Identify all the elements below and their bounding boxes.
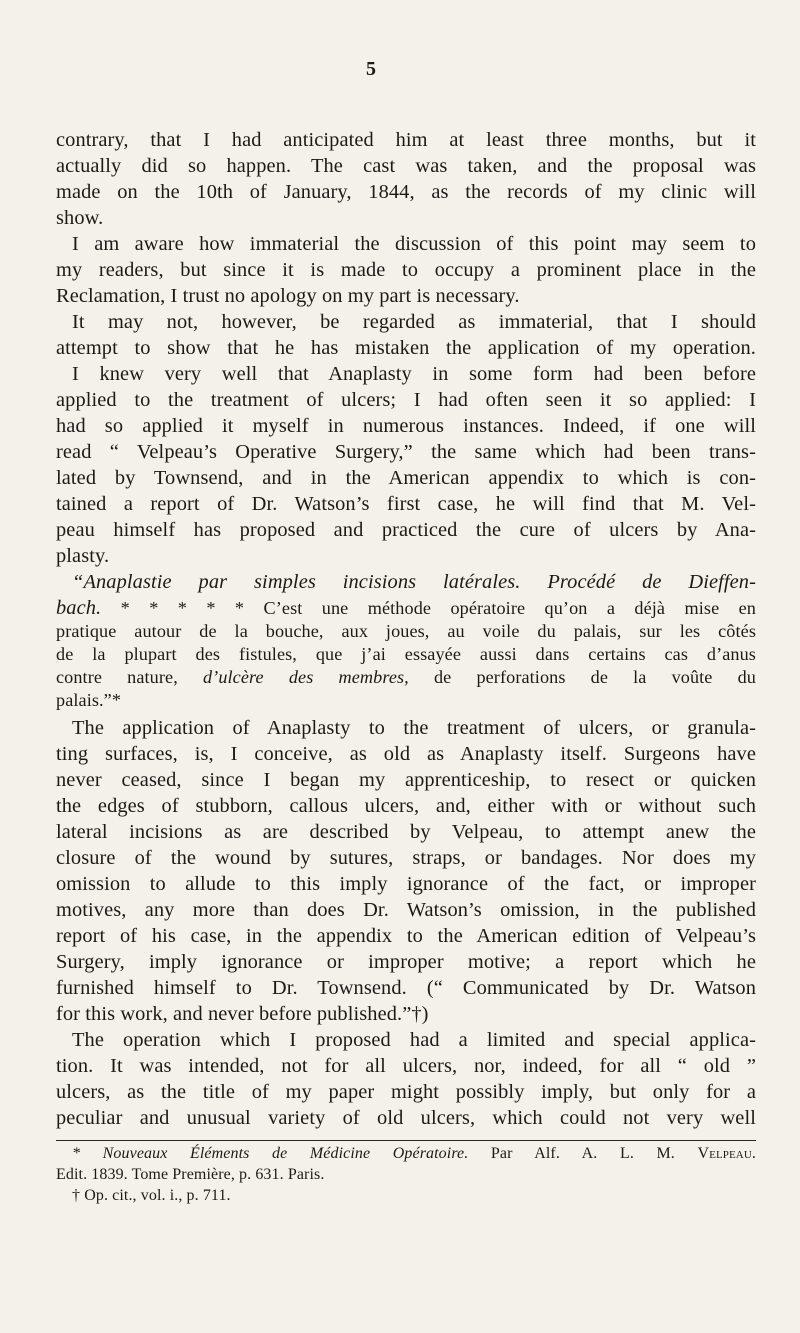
body-line: for this work, and never before published.”†) <box>56 1003 429 1025</box>
quote-title-cont: bach. <box>56 597 102 619</box>
quote-line: de la plupart des fistules, que j’ai essayée aussi dans certains cas d’anus <box>56 644 756 664</box>
body-line: I am aware how immaterial the discussion of this point may seem to <box>72 233 756 255</box>
body-line: read “ Velpeau’s Operative Surgery,” the same which had been trans- <box>56 441 756 463</box>
body-line: never ceased, since I began my apprenticeship, to resect or quicken <box>56 769 756 791</box>
quote-line <box>56 668 756 686</box>
quote-title: “Anaplastie par simples incisions latérales. Procédé de Dieffen- <box>72 571 756 593</box>
quote-italic-text: d’ulcère des membres, <box>202 667 409 687</box>
body-line: peculiar and unusual variety of old ulcers, which could not very well <box>56 1107 756 1129</box>
body-line: I knew very well that Anaplasty in some form had been before <box>72 363 756 385</box>
body-line: closure of the wound by sutures, straps, or bandages. Nor does my <box>56 847 756 869</box>
quote-line: pratique autour de la bouche, aux joues, au voile du palais, sur les côtés <box>56 621 756 641</box>
body-line: had so applied it myself in numerous instances. Indeed, if one will <box>56 415 756 437</box>
body-line: The operation which I proposed had a limited and special applica- <box>72 1029 756 1051</box>
body-line: It may not, however, be regarded as immaterial, that I should <box>72 311 756 333</box>
body-line: plasty. <box>56 545 110 567</box>
body-line: motives, any more than does Dr. Watson’s omission, in the published <box>56 899 756 921</box>
footnote <box>72 1146 756 1162</box>
document-page <box>56 96 756 1296</box>
quote-text: contre nature, <box>56 667 203 687</box>
footnote: Edit. 1839. Tome Première, p. 631. Paris. <box>56 1166 325 1183</box>
body-line: show. <box>56 207 104 229</box>
body-line: my readers, but since it is made to occupy a prominent place in the <box>56 259 756 281</box>
body-line: The application of Anaplasty to the treatment of ulcers, or granula- <box>72 717 756 739</box>
body-line: ulcers, as the title of my paper might possibly imply, but only for a <box>56 1081 756 1103</box>
footnote-italic-text: * Nouveaux Éléments de Médicine Opératoire. <box>72 1145 469 1162</box>
quote-text: de perforations de la voûte du <box>408 667 756 687</box>
quote-stars: * * * * * <box>101 598 264 618</box>
quote-line-text: C’est une méthode opératoire qu’on a déjà mise en <box>263 598 756 618</box>
body-line: omission to allude to this imply ignorance of the fact, or improper <box>56 873 756 895</box>
body-line: lated by Townsend, and in the American appendix to which is con- <box>56 467 756 489</box>
body-line: tion. It was intended, not for all ulcers, nor, indeed, for all “ old ” <box>56 1055 756 1077</box>
quote-line: palais.”* <box>56 690 122 710</box>
body-line: the edges of stubborn, callous ulcers, and, either with or without such <box>56 795 756 817</box>
footnote: † Op. cit., vol. i., p. 711. <box>72 1187 231 1204</box>
footnote-author: Velpeau. <box>697 1145 756 1162</box>
body-line: actually did so happen. The cast was taken, and the proposal was <box>56 155 756 177</box>
body-line: applied to the treatment of ulcers; I had often seen it so applied: I <box>56 389 756 411</box>
body-line: peau himself has proposed and practiced the cure of ulcers by Ana- <box>56 519 756 541</box>
quote-line <box>56 598 756 618</box>
footnote-text: Par Alf. A. L. M. <box>468 1145 698 1162</box>
body-line: contrary, that I had anticipated him at least three months, but it <box>56 129 756 151</box>
body-line: report of his case, in the appendix to the American edition of Velpeau’s <box>56 925 756 947</box>
body-line: made on the 10th of January, 1844, as the records of my clinic will <box>56 181 756 203</box>
body-line: tained a report of Dr. Watson’s first case, he will find that M. Vel- <box>56 493 756 515</box>
body-line: lateral incisions as are described by Velpeau, to attempt anew the <box>56 821 756 843</box>
page-number: 5 <box>366 58 376 80</box>
body-line: furnished himself to Dr. Townsend. (“ Communicated by Dr. Watson <box>56 977 756 999</box>
body-line: Surgery, imply ignorance or improper motive; a report which he <box>56 951 756 973</box>
body-line: Reclamation, I trust no apology on my part is necessary. <box>56 285 520 307</box>
footnote-divider <box>56 1140 756 1141</box>
body-line: attempt to show that he has mistaken the application of my operation. <box>56 337 756 359</box>
body-line: ting surfaces, is, I conceive, as old as Anaplasty itself. Surgeons have <box>56 743 756 765</box>
